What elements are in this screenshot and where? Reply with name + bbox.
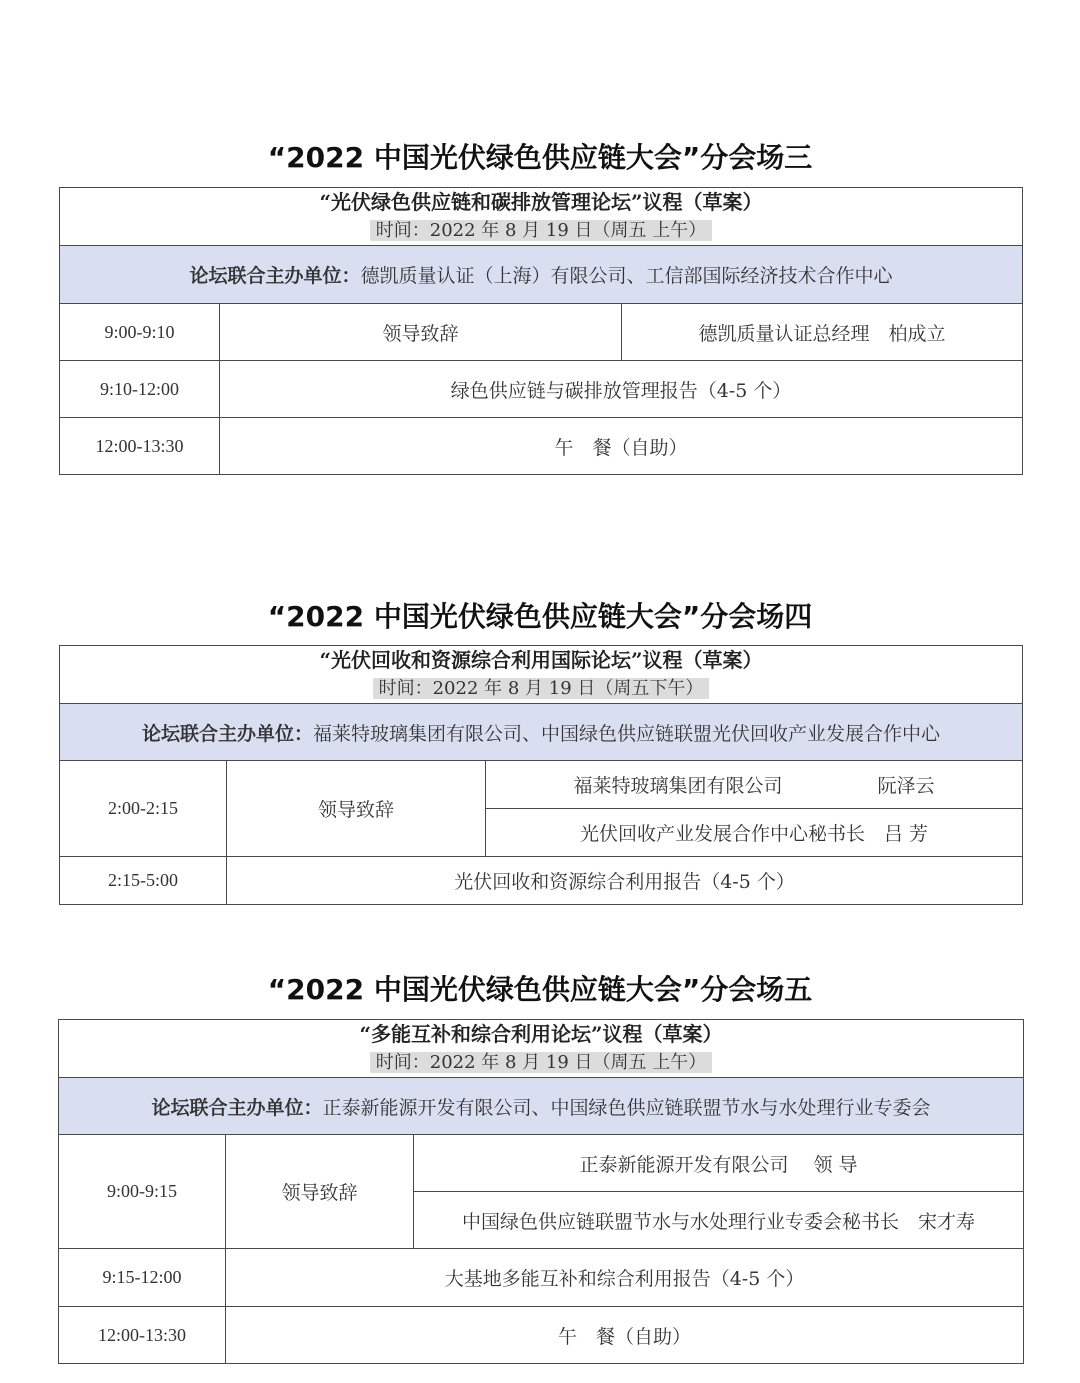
organizer-row [60, 246, 1023, 304]
agenda-table-3 [59, 187, 1023, 475]
forum-title: “多能互补和综合利用论坛”议程（草案） [359, 1022, 723, 1046]
agenda-table-4 [59, 645, 1023, 905]
time-cell: 12:00-13:30 [59, 1307, 226, 1364]
table-row [59, 1307, 1024, 1364]
session-date: 时间：2022 年 8 月 19 日（周五 上午） [370, 1052, 713, 1073]
speaker-cell: 中国绿色供应链联盟节水与水处理行业专委会秘书长 宋才寿 [414, 1192, 1024, 1249]
agenda-item: 大基地多能互补和综合利用报告（4-5 个） [226, 1249, 1024, 1307]
table-row [60, 418, 1023, 475]
table-row [60, 857, 1023, 905]
organizer-names: 福莱特玻璃集团有限公司、中国绿色供应链联盟光伏回收产业发展合作中心 [313, 722, 941, 745]
agenda-item: 午 餐（自助） [226, 1307, 1024, 1364]
agenda-table-5 [58, 1019, 1024, 1364]
organizer-row [60, 704, 1023, 761]
section-title-5: “2022 中国光伏绿色供应链大会”分会场五 [267, 973, 813, 1006]
organizer-label: 论坛联合主办单位： [151, 1096, 323, 1119]
table-row [60, 361, 1023, 418]
agenda-item: 绿色供应链与碳排放管理报告（4-5 个） [220, 361, 1023, 418]
agenda-item: 领导致辞 [226, 1135, 414, 1249]
agenda-item: 领导致辞 [227, 761, 486, 857]
speaker-cell: 德凯质量认证总经理 柏成立 [622, 304, 1023, 361]
table-header [60, 188, 1023, 246]
organizer-row [59, 1078, 1024, 1135]
table-row [59, 1249, 1024, 1307]
forum-title: “光伏回收和资源综合利用国际论坛”议程（草案） [319, 648, 763, 672]
time-cell: 2:15-5:00 [60, 857, 227, 905]
table-header [60, 646, 1023, 704]
table-row [59, 1135, 1024, 1192]
section-title-3: “2022 中国光伏绿色供应链大会”分会场三 [267, 141, 813, 174]
time-cell: 9:00-9:15 [59, 1135, 226, 1249]
time-cell: 2:00-2:15 [60, 761, 227, 857]
time-cell: 9:00-9:10 [60, 304, 220, 361]
speaker-cell: 光伏回收产业发展合作中心秘书长 吕 芳 [486, 809, 1023, 857]
organizer-names: 正泰新能源开发有限公司、中国绿色供应链联盟节水与水处理行业专委会 [322, 1096, 931, 1119]
speaker-cell: 正泰新能源开发有限公司 领 导 [414, 1135, 1024, 1192]
speaker-cell: 福莱特玻璃集团有限公司 阮泽云 [486, 761, 1023, 809]
session-date: 时间：2022 年 8 月 19 日（周五下午） [373, 678, 710, 699]
forum-title: “光伏绿色供应链和碳排放管理论坛”议程（草案） [319, 190, 763, 214]
agenda-item: 光伏回收和资源综合利用报告（4-5 个） [227, 857, 1023, 905]
organizer-names: 德凯质量认证（上海）有限公司、工信部国际经济技术合作中心 [360, 265, 893, 287]
session-date: 时间：2022 年 8 月 19 日（周五 上午） [370, 220, 713, 241]
table-row [60, 304, 1023, 361]
table-header [59, 1020, 1024, 1078]
time-cell: 12:00-13:30 [60, 418, 220, 475]
time-cell: 9:15-12:00 [59, 1249, 226, 1307]
table-row [60, 761, 1023, 809]
time-cell: 9:10-12:00 [60, 361, 220, 418]
organizer-label: 论坛联合主办单位： [141, 722, 313, 745]
agenda-item: 午 餐（自助） [220, 418, 1023, 475]
agenda-item: 领导致辞 [220, 304, 622, 361]
organizer-label: 论坛联合主办单位： [189, 265, 361, 287]
section-title-4: “2022 中国光伏绿色供应链大会”分会场四 [267, 600, 813, 633]
